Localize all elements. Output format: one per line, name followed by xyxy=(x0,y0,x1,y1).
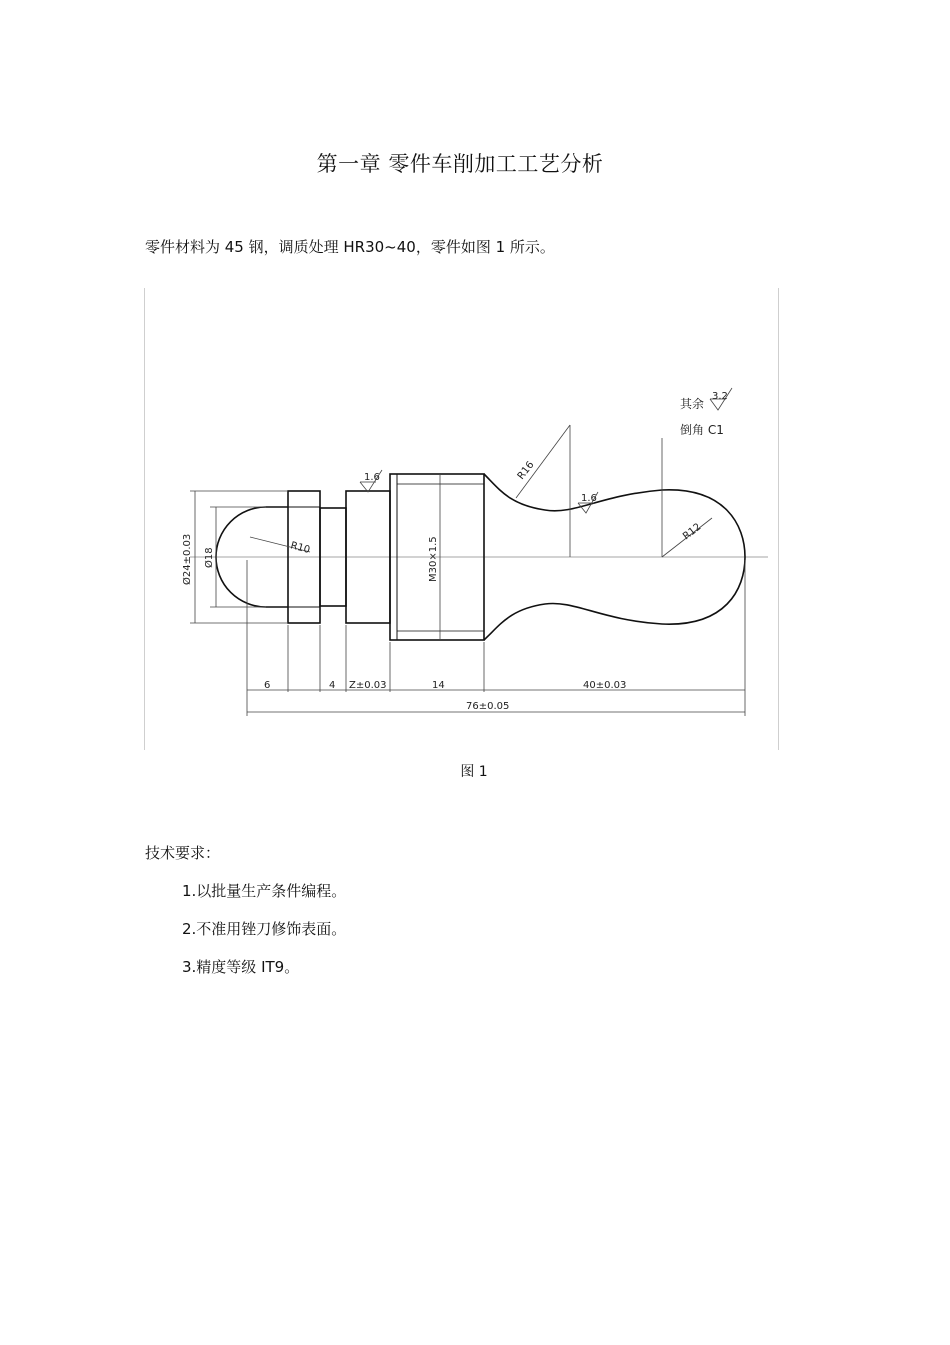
diameter-18: Ø18 xyxy=(204,547,215,568)
requirement-item-3: 3.精度等级 IT9。 xyxy=(182,958,300,976)
r16-leader xyxy=(516,425,570,498)
thread-label: M30×1.5 xyxy=(428,536,439,582)
dim-14: 14 xyxy=(432,680,445,691)
note-rest-roughness: 3.2 xyxy=(712,391,728,402)
radius-r10: R10 xyxy=(289,540,312,556)
radius-r16: R16 xyxy=(515,459,537,482)
diameter-24: Ø24±0.03 xyxy=(182,533,193,585)
note-chamfer: 倒角 C1 xyxy=(680,423,724,437)
radius-r12: R12 xyxy=(681,521,704,543)
requirements-title: 技术要求： xyxy=(145,844,221,862)
roughness-label-1: 1.6 xyxy=(364,472,380,483)
roughness-label-2: 1.6 xyxy=(581,493,597,504)
dim-6: 6 xyxy=(264,680,271,691)
dim-4: 4 xyxy=(329,680,336,691)
intro-paragraph: 零件材料为 45 钢，调质处理 HR30~40，零件如图 1 所示。 xyxy=(145,238,555,256)
figure-caption: 图 1 xyxy=(460,764,488,780)
chapter-title: 第一章 零件车削加工工艺分析 xyxy=(316,152,604,176)
requirement-item-2: 2.不准用锉刀修饰表面。 xyxy=(182,920,347,938)
dim-40: 40±0.03 xyxy=(583,680,627,691)
note-rest: 其余 xyxy=(680,397,705,411)
dim-76: 76±0.05 xyxy=(466,701,510,712)
dim-z: Z±0.03 xyxy=(349,680,387,691)
requirement-item-1: 1.以批量生产条件编程。 xyxy=(182,882,347,900)
